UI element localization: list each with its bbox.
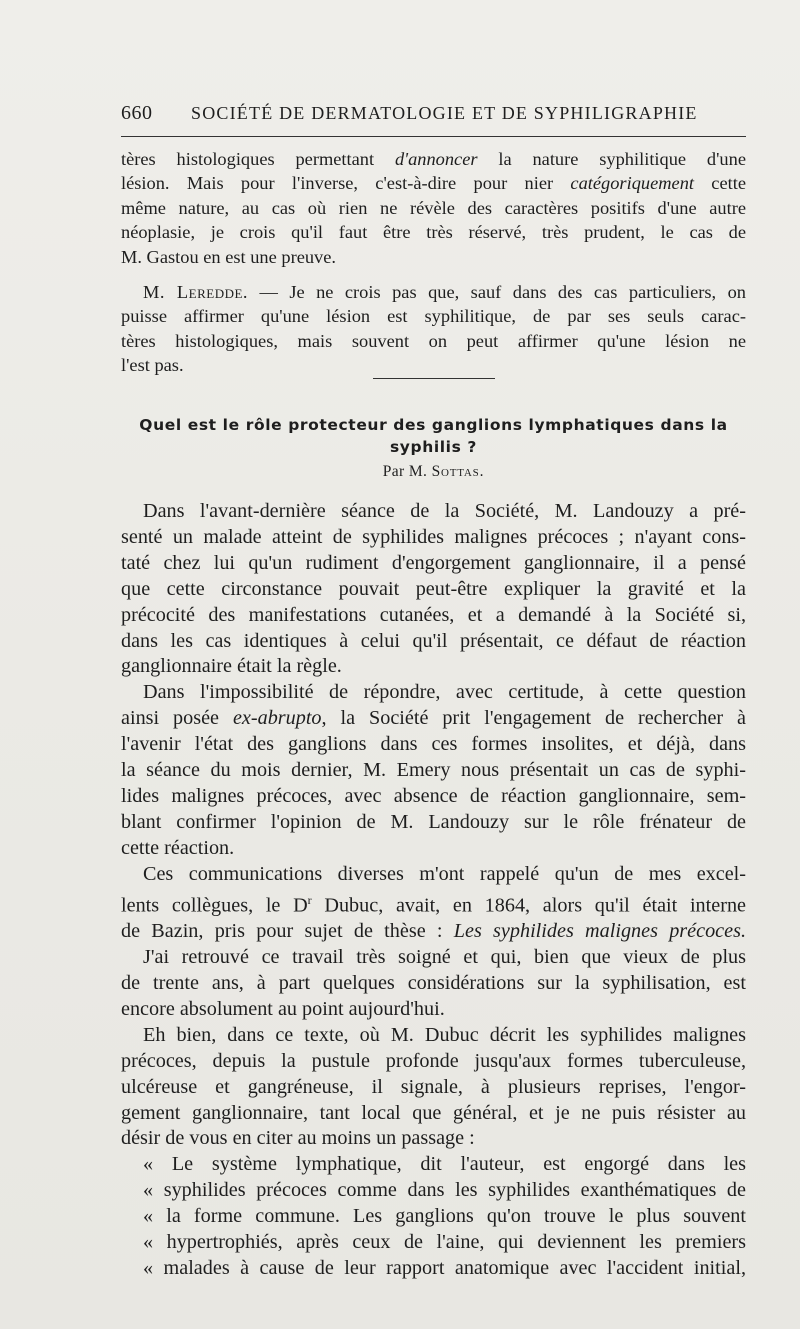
text-line: que cette circonstance pouvait peut-être expliquer la gravité et la: [121, 577, 746, 600]
section-divider: [373, 378, 495, 379]
running-head: [121, 102, 746, 125]
section-title: [121, 414, 746, 458]
paragraph-gastou-discussion: [121, 147, 746, 269]
paragraph: [121, 945, 746, 1023]
text-line: « malades à cause de leur rapport anatomique avec l'accident initial,: [143, 1257, 746, 1280]
quotation: [121, 1152, 746, 1282]
text-line: précocité des manifestations cutanées, et a demandé à la Société si,: [121, 603, 746, 626]
text-line: de Bazin, pris pour sujet de thèse : Les syphilides malignes précoces.: [121, 920, 746, 943]
text-line: encore absolument au point aujourd'hui.: [121, 997, 445, 1020]
text-line: l'avenir l'état des ganglions dans ces formes insolites, et déjà, dans: [121, 733, 746, 756]
paragraph: [121, 1023, 746, 1153]
section-title-line: syphilis ?: [389, 438, 477, 456]
text-line: gement ganglionnaire, tant local que général, et je ne puis résister au: [121, 1101, 746, 1124]
text-line: taté chez lui qu'un rudiment d'engorgement ganglionnaire, il a pensé: [121, 551, 746, 574]
text-line: Dans l'impossibilité de répondre, avec certitude, à cette question: [143, 681, 746, 704]
speaker-name: M. Leredde.: [143, 282, 249, 302]
text-line: désir de vous en citer au moins un passage :: [121, 1127, 475, 1150]
text-line: l'est pas.: [121, 355, 184, 376]
text-line: même nature, au cas où rien ne révèle des caractères positifs d'une autre: [121, 197, 746, 218]
author-name: Sottas.: [431, 463, 485, 480]
header-rule: [121, 136, 746, 137]
paragraph: [121, 680, 746, 861]
text-line: lésion. Mais pour l'inverse, c'est-à-dire pour nier catégoriquement cette: [121, 173, 746, 194]
text-line: Eh bien, dans ce texte, où M. Dubuc décrit les syphilides malignes: [143, 1023, 746, 1046]
text-line: Ces communications diverses m'ont rappelé qu'un de mes excel-: [143, 862, 746, 885]
text-line: puisse affirmer qu'une lésion est syphilitique, de par ses seuls carac-: [121, 306, 746, 327]
paragraph: [121, 862, 746, 945]
text-line: dans les cas identiques à celui qu'il présentait, ce défaut de réaction: [121, 629, 746, 652]
running-head-title: SOCIÉTÉ DE DERMATOLOGIE ET DE SYPHILIGRAPHIE: [191, 103, 698, 123]
page-number: 660: [121, 102, 153, 124]
text-line: ainsi posée ex-abrupto, la Société prit l'engagement de rechercher à: [121, 707, 747, 730]
text-line: « syphilides précoces comme dans les syphilides exanthématiques de: [143, 1179, 746, 1202]
text-line: la séance du mois dernier, M. Emery nous présentait un cas de syphi-: [121, 759, 746, 782]
text-line: tères histologiques permettant d'annoncer la nature syphilitique d'une: [121, 149, 746, 169]
text-line: néoplasie, je crois qu'il faut être très réservé, très prudent, le cas de: [121, 222, 746, 243]
byline: Par M. Sottas.: [382, 463, 485, 480]
text-line: J'ai retrouvé ce travail très soigné et qui, bien que vieux de plus: [143, 946, 746, 969]
text-line: ulcéreuse et gangréneuse, il signale, à plusieurs reprises, l'engor-: [121, 1075, 746, 1098]
text-line: senté un malade atteint de syphilides malignes précoces ; n'ayant cons-: [121, 525, 746, 548]
text-line: ganglionnaire était la règle.: [121, 655, 342, 678]
text-line: cette réaction.: [121, 836, 235, 859]
text-line: lents collègues, le $D^r$ Dubuc, avait, en 1864, alors qu'il était interne: [121, 892, 746, 917]
section-title-line: Quel est le rôle protecteur des ganglions lymphatiques dans la: [139, 416, 728, 434]
text-line: « Le système lymphatique, dit l'auteur, est engorgé dans les: [143, 1153, 746, 1176]
text-line: de trente ans, à part quelques considérations sur la syphilisation, est: [121, 972, 746, 995]
text-line: tères histologiques, mais souvent on peut affirmer qu'une lésion ne: [121, 330, 746, 351]
text-line: blant confirmer l'opinion de M. Landouzy sur le rôle frénateur de: [121, 810, 746, 833]
paragraph: [121, 499, 746, 680]
text-line: « hypertrophiés, après ceux de l'aine, qui deviennent les premiers: [143, 1231, 746, 1254]
text-line: précoces, depuis la pustule profonde jusqu'aux formes tuberculeuse,: [121, 1049, 746, 1072]
text-line: lides malignes précoces, avec absence de réaction ganglionnaire, sem-: [121, 784, 746, 807]
text-line: M. Leredde. — Je ne crois pas que, sauf dans des cas particuliers, on: [143, 282, 746, 302]
text-line: « la forme commune. Les ganglions qu'on trouve le plus souvent: [143, 1205, 746, 1228]
paragraph-leredde-remark: [121, 280, 746, 378]
article-body: [121, 499, 746, 1282]
text-line: M. Gastou en est une preuve.: [121, 246, 337, 267]
text-line: Dans l'avant-dernière séance de la Société, M. Landouzy a pré-: [143, 500, 746, 522]
